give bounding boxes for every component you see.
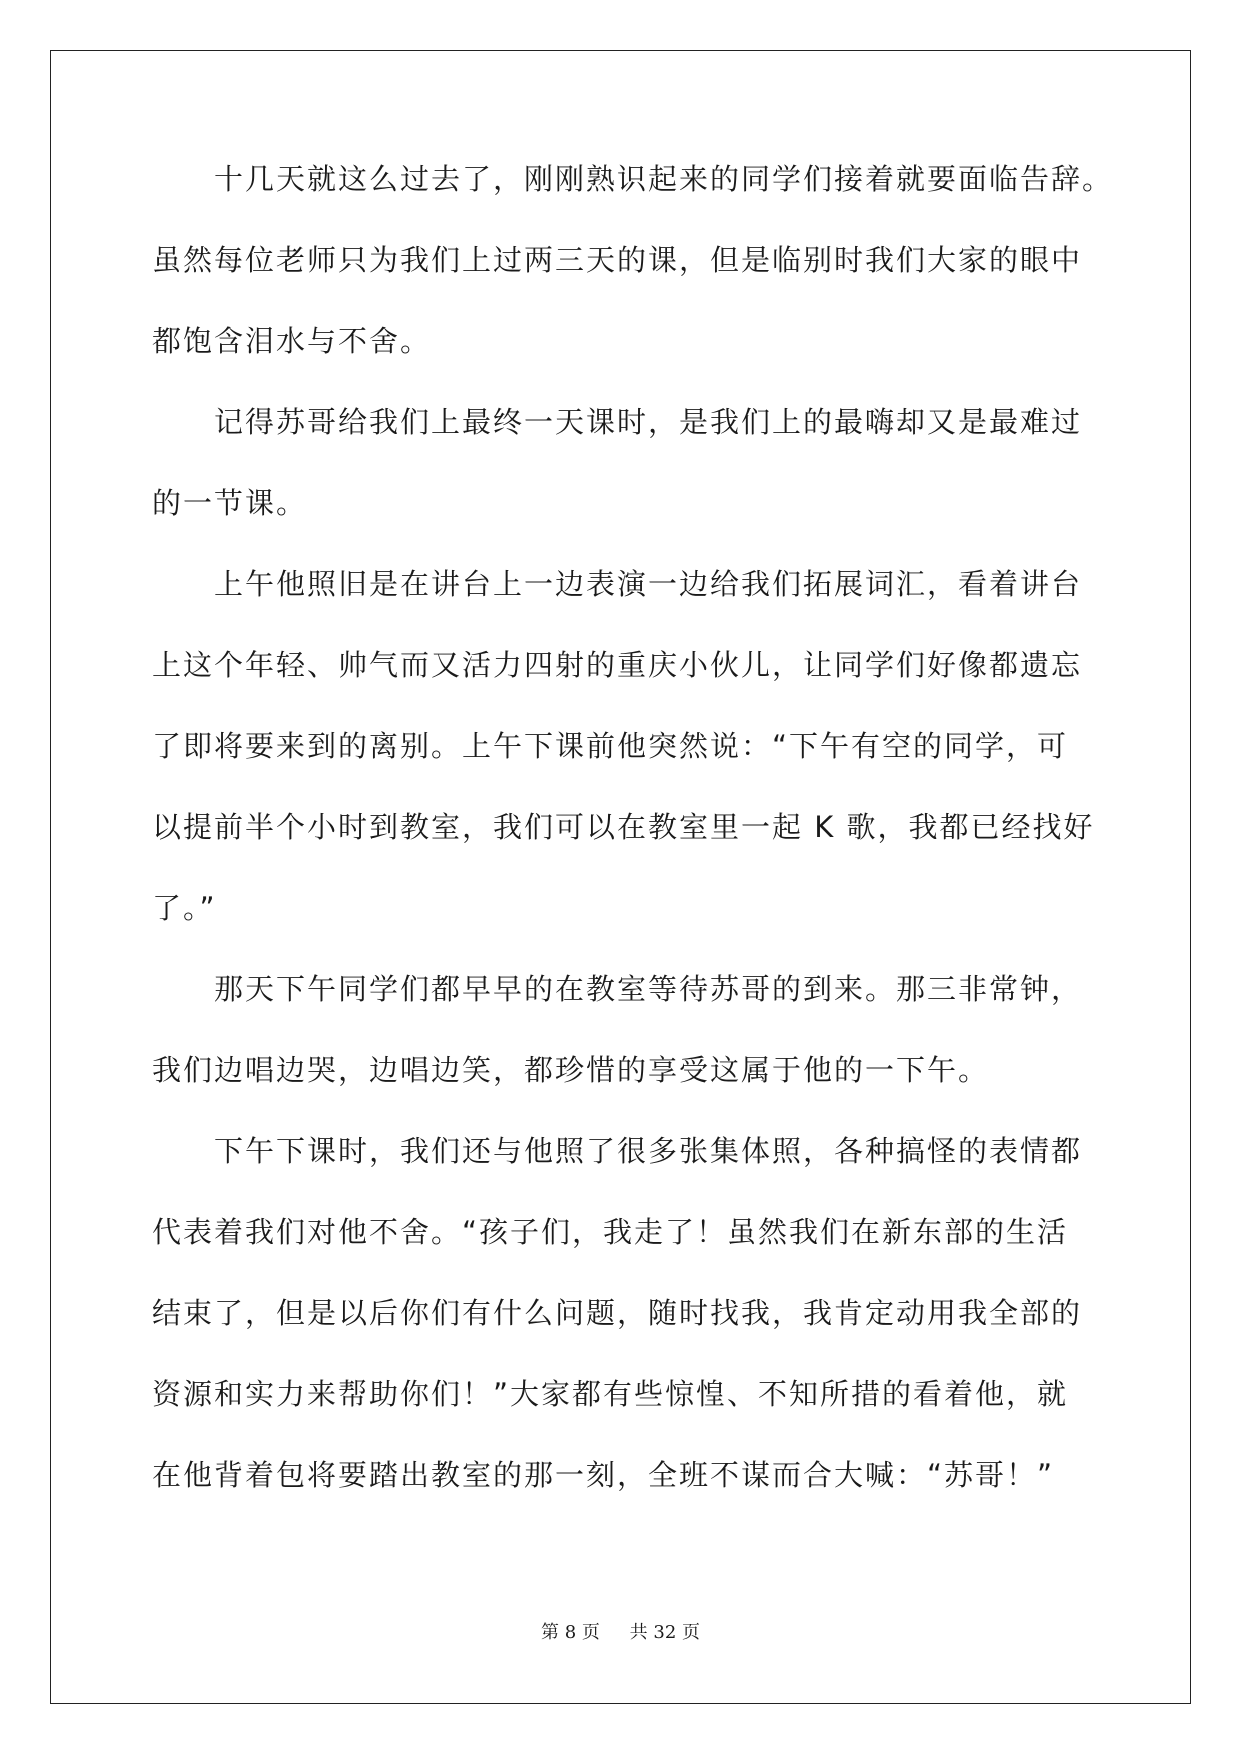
page-total: 共 32 页 [629, 1622, 700, 1643]
paragraph-1-line-1: 十几天就这么过去了，刚刚熟识起来的同学们接着就要面临告辞。 [214, 162, 1114, 196]
document-body [152, 162, 1114, 1539]
paragraph-2-line-1: 记得苏哥给我们上最终一天课时，是我们上的最嗨却又是最难过 [214, 405, 1083, 439]
paragraph-5-line-4: 资源和实力来帮助你们！”大家都有些惊惶、不知所措的看着他，就 [152, 1377, 1069, 1411]
paragraph-1-line-2: 虽然每位老师只为我们上过两三天的课，但是临别时我们大家的眼中 [152, 243, 1083, 277]
paragraph-3-line-1: 上午他照旧是在讲台上一边表演一边给我们拓展词汇，看着讲台 [214, 567, 1083, 601]
paragraph-5-line-2: 代表着我们对他不舍。“孩子们，我走了！虽然我们在新东部的生活 [152, 1215, 1069, 1249]
paragraph-4-line-1: 那天下午同学们都早早的在教室等待苏哥的到来。那三非常钟， [214, 972, 1083, 1006]
paragraph-3-line-4: 以提前半个小时到教室，我们可以在教室里一起 K 歌，我都已经找好 [152, 810, 1095, 844]
paragraph-5-line-5: 在他背着包将要踏出教室的那一刻，全班不谋而合大喊：“苏哥！” [152, 1458, 1055, 1492]
paragraph-5-line-3: 结束了，但是以后你们有什么问题，随时找我，我肯定动用我全部的 [152, 1296, 1083, 1330]
paragraph-5-line-1: 下午下课时，我们还与他照了很多张集体照，各种搞怪的表情都 [214, 1134, 1083, 1168]
paragraph-2-line-2: 的一节课。 [152, 486, 308, 520]
paragraph-1-line-3: 都饱含泪水与不舍。 [152, 324, 432, 358]
paragraph-3-line-2: 上这个年轻、帅气而又活力四射的重庆小伙儿，让同学们好像都遗忘 [152, 648, 1083, 682]
page-footer [0, 1618, 1241, 1644]
paragraph-4-line-2: 我们边唱边哭，边唱边笑，都珍惜的享受这属于他的一下午。 [152, 1053, 990, 1087]
page-number: 第 8 页 [541, 1622, 600, 1643]
paragraph-3-line-3: 了即将要来到的离别。上午下课前他突然说：“下午有空的同学，可 [152, 729, 1069, 763]
paragraph-3-line-5: 了。” [152, 891, 217, 925]
